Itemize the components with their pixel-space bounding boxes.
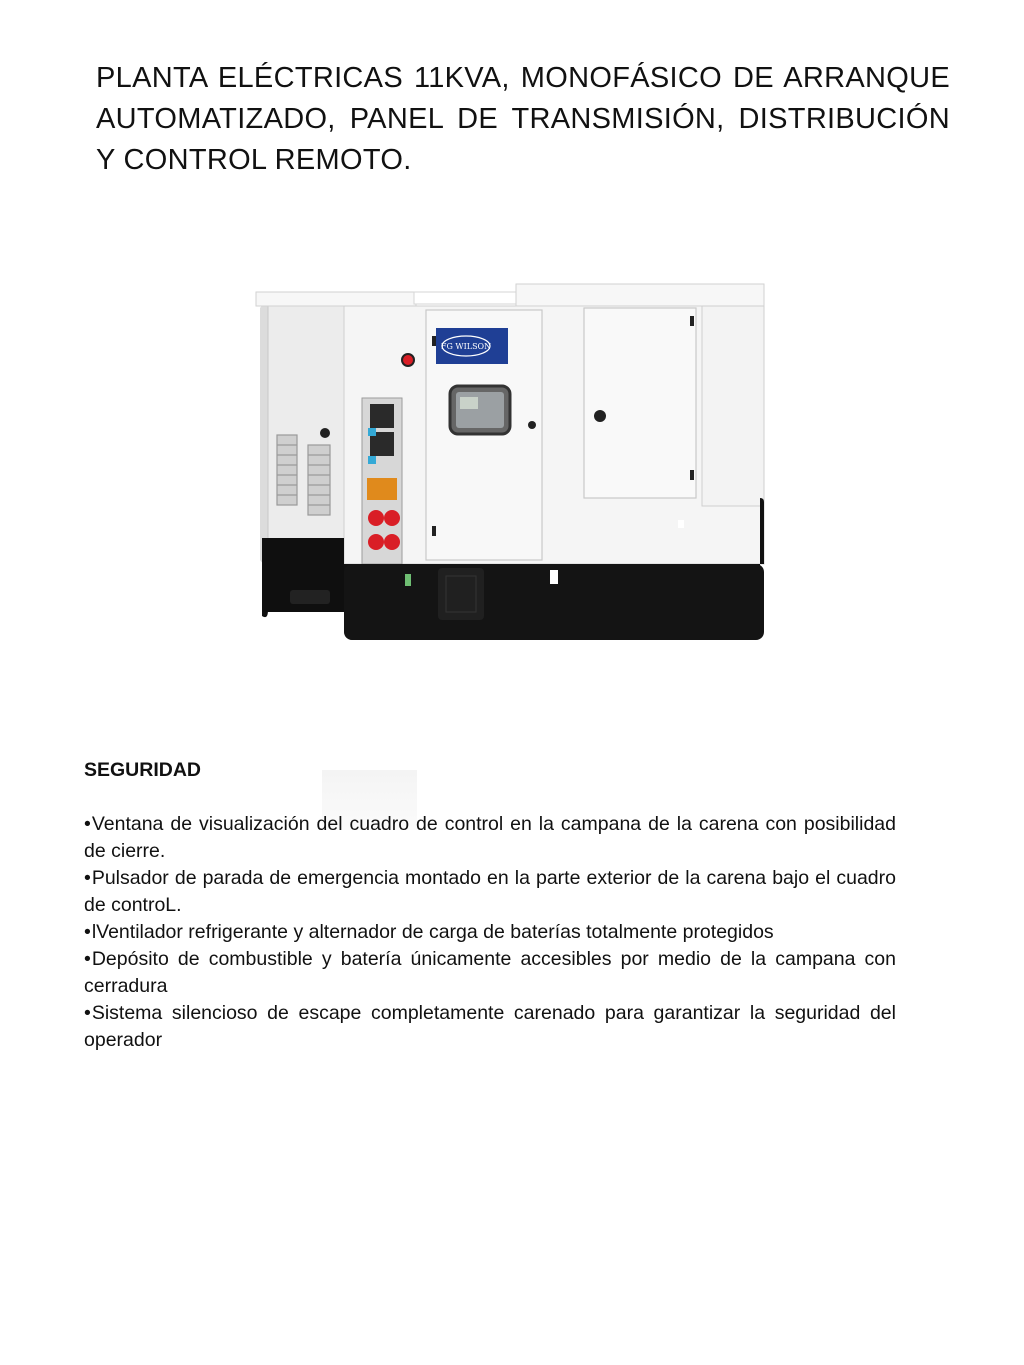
list-item-text: Pulsador de parada de emergencia montado en la parte exterior de la carena bajo el cuadro de controL. xyxy=(84,867,896,916)
emergency-stop-button xyxy=(402,354,414,366)
canopy-roof-left xyxy=(256,292,416,306)
roof-step xyxy=(414,292,516,304)
canopy-front xyxy=(344,306,764,564)
section-heading: SEGURIDAD xyxy=(84,759,202,781)
list-item xyxy=(84,811,896,865)
bullet-list xyxy=(84,811,896,1054)
list-item-text: Ventana de visualización del cuadro de control en la campana de la carena con posibilidad de cierre. xyxy=(84,813,896,862)
page-title: PLANTA ELÉCTRICAS 11KVA, MONOFÁSICO DE ARRANQUE AUTOMATIZADO, PANEL DE TRANSMISIÓN, DISTRIBUCIÓN Y CONTROL REMOTO. xyxy=(96,62,950,176)
safety-section xyxy=(84,757,896,1054)
door-handle xyxy=(594,410,606,422)
canopy-left-side xyxy=(268,298,344,563)
brand-logo-text: FG WILSON xyxy=(440,342,492,351)
list-item xyxy=(84,919,896,946)
bullet-icon: • xyxy=(84,921,91,943)
list-item xyxy=(84,865,896,919)
list-item xyxy=(84,946,896,1000)
list-item-text: Sistema silencioso de escape completamente carenado para garantizar la seguridad del operador xyxy=(84,1002,896,1051)
bullet-icon: • xyxy=(84,867,91,889)
list-item xyxy=(84,1000,896,1054)
canopy-roof-right xyxy=(516,284,764,306)
right-panel xyxy=(702,306,764,506)
side-latch xyxy=(320,428,330,438)
canopy-side-shade xyxy=(260,298,268,570)
lifting-pocket xyxy=(290,590,330,604)
bullet-icon: • xyxy=(84,813,91,835)
list-item-text: lVentilador refrigerante y alternador de carga de baterías totalmente protegidos xyxy=(91,921,774,943)
service-door xyxy=(584,308,696,498)
list-item-text: Depósito de combustible y batería únicamente accesibles por medio de la campana con cerradura xyxy=(84,948,896,997)
bullet-icon: • xyxy=(84,1002,91,1024)
generator-image xyxy=(250,270,780,650)
bullet-icon: • xyxy=(84,948,91,970)
